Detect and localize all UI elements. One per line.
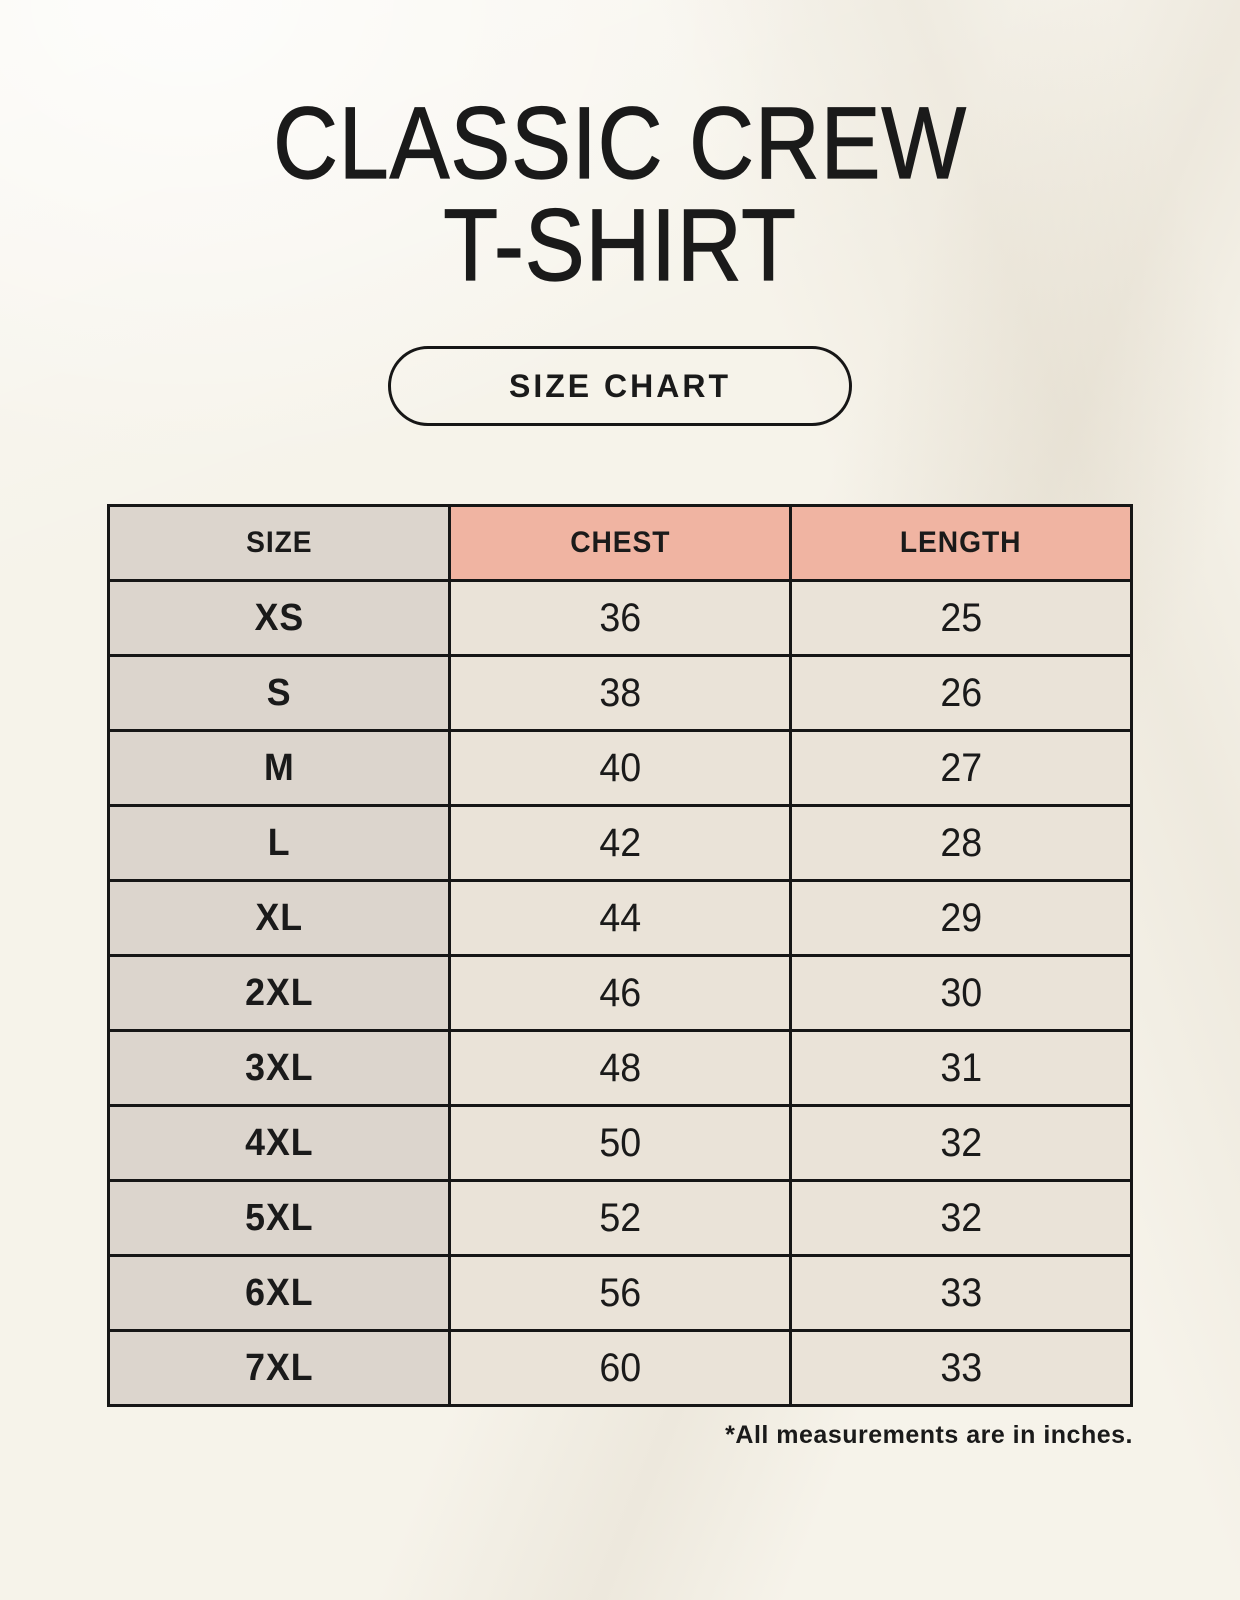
size-cell: [109, 1106, 450, 1181]
chest-cell: [450, 956, 791, 1031]
title-line-2: T-SHIRT: [443, 188, 797, 302]
chest-value: 44: [599, 895, 641, 940]
length-value: 30: [940, 970, 982, 1015]
page-title: [0, 0, 1240, 302]
header-size: [109, 506, 450, 581]
length-cell: [791, 731, 1132, 806]
chest-cell: [450, 881, 791, 956]
table-row: [109, 806, 1132, 881]
size-value: 7XL: [244, 1346, 314, 1389]
chest-cell: [450, 1106, 791, 1181]
length-cell: [791, 1256, 1132, 1331]
chest-value: 42: [599, 820, 641, 865]
size-cell: [109, 1331, 450, 1406]
size-value: 4XL: [244, 1121, 314, 1164]
table-row: [109, 956, 1132, 1031]
length-value: 32: [940, 1120, 982, 1165]
size-cell: [109, 656, 450, 731]
size-chart-badge-label: SIZE CHART: [509, 367, 731, 404]
table-row: [109, 581, 1132, 656]
header-length-label: LENGTH: [900, 526, 1022, 559]
header-size-label: SIZE: [245, 526, 313, 559]
chest-cell: [450, 806, 791, 881]
table-row: [109, 881, 1132, 956]
length-value: 25: [940, 595, 982, 640]
size-cell: [109, 1256, 450, 1331]
size-value: 3XL: [244, 1046, 314, 1089]
length-value: 33: [940, 1345, 982, 1390]
header-chest-label: CHEST: [569, 526, 671, 559]
length-value: 29: [940, 895, 982, 940]
size-value: XL: [255, 896, 303, 939]
table-row: [109, 1106, 1132, 1181]
table-row: [109, 1256, 1132, 1331]
size-value: 5XL: [244, 1196, 314, 1239]
chest-cell: [450, 731, 791, 806]
length-value: 31: [940, 1045, 982, 1090]
size-value: M: [263, 746, 295, 789]
size-table: [107, 504, 1133, 1407]
chest-value: 36: [599, 595, 641, 640]
length-cell: [791, 881, 1132, 956]
size-cell: [109, 806, 450, 881]
length-value: 33: [940, 1270, 982, 1315]
chest-cell: [450, 581, 791, 656]
size-cell: [109, 1181, 450, 1256]
length-value: 28: [940, 820, 982, 865]
length-cell: [791, 806, 1132, 881]
chest-value: 52: [599, 1195, 641, 1240]
size-cell: [109, 581, 450, 656]
chest-value: 60: [599, 1345, 641, 1390]
size-value: L: [267, 821, 291, 864]
size-cell: [109, 881, 450, 956]
size-value: 6XL: [244, 1271, 314, 1314]
measurement-note: *All measurements are in inches.: [725, 1421, 1133, 1449]
size-value: S: [266, 671, 292, 714]
size-cell: [109, 731, 450, 806]
length-cell: [791, 581, 1132, 656]
length-cell: [791, 956, 1132, 1031]
chest-value: 56: [599, 1270, 641, 1315]
header-chest: [450, 506, 791, 581]
length-cell: [791, 1331, 1132, 1406]
chest-cell: [450, 1256, 791, 1331]
size-value: 2XL: [244, 971, 314, 1014]
length-cell: [791, 1106, 1132, 1181]
table-row: [109, 1031, 1132, 1106]
chest-cell: [450, 656, 791, 731]
size-chart-badge[interactable]: [388, 346, 852, 426]
header-length: [791, 506, 1132, 581]
length-cell: [791, 1031, 1132, 1106]
length-cell: [791, 656, 1132, 731]
chest-value: 50: [599, 1120, 641, 1165]
table-row: [109, 1331, 1132, 1406]
table-header-row: [109, 506, 1132, 581]
chest-value: 38: [599, 670, 641, 715]
table-row: [109, 1181, 1132, 1256]
size-cell: [109, 1031, 450, 1106]
chest-cell: [450, 1031, 791, 1106]
length-value: 27: [940, 745, 982, 790]
chest-cell: [450, 1331, 791, 1406]
chest-cell: [450, 1181, 791, 1256]
table-row: [109, 731, 1132, 806]
length-value: 32: [940, 1195, 982, 1240]
length-cell: [791, 1181, 1132, 1256]
chest-value: 40: [599, 745, 641, 790]
chest-value: 48: [599, 1045, 641, 1090]
size-cell: [109, 956, 450, 1031]
length-value: 26: [940, 670, 982, 715]
title-line-1: CLASSIC CREW: [273, 86, 967, 200]
table-row: [109, 656, 1132, 731]
size-value: XS: [254, 596, 304, 639]
chest-value: 46: [599, 970, 641, 1015]
